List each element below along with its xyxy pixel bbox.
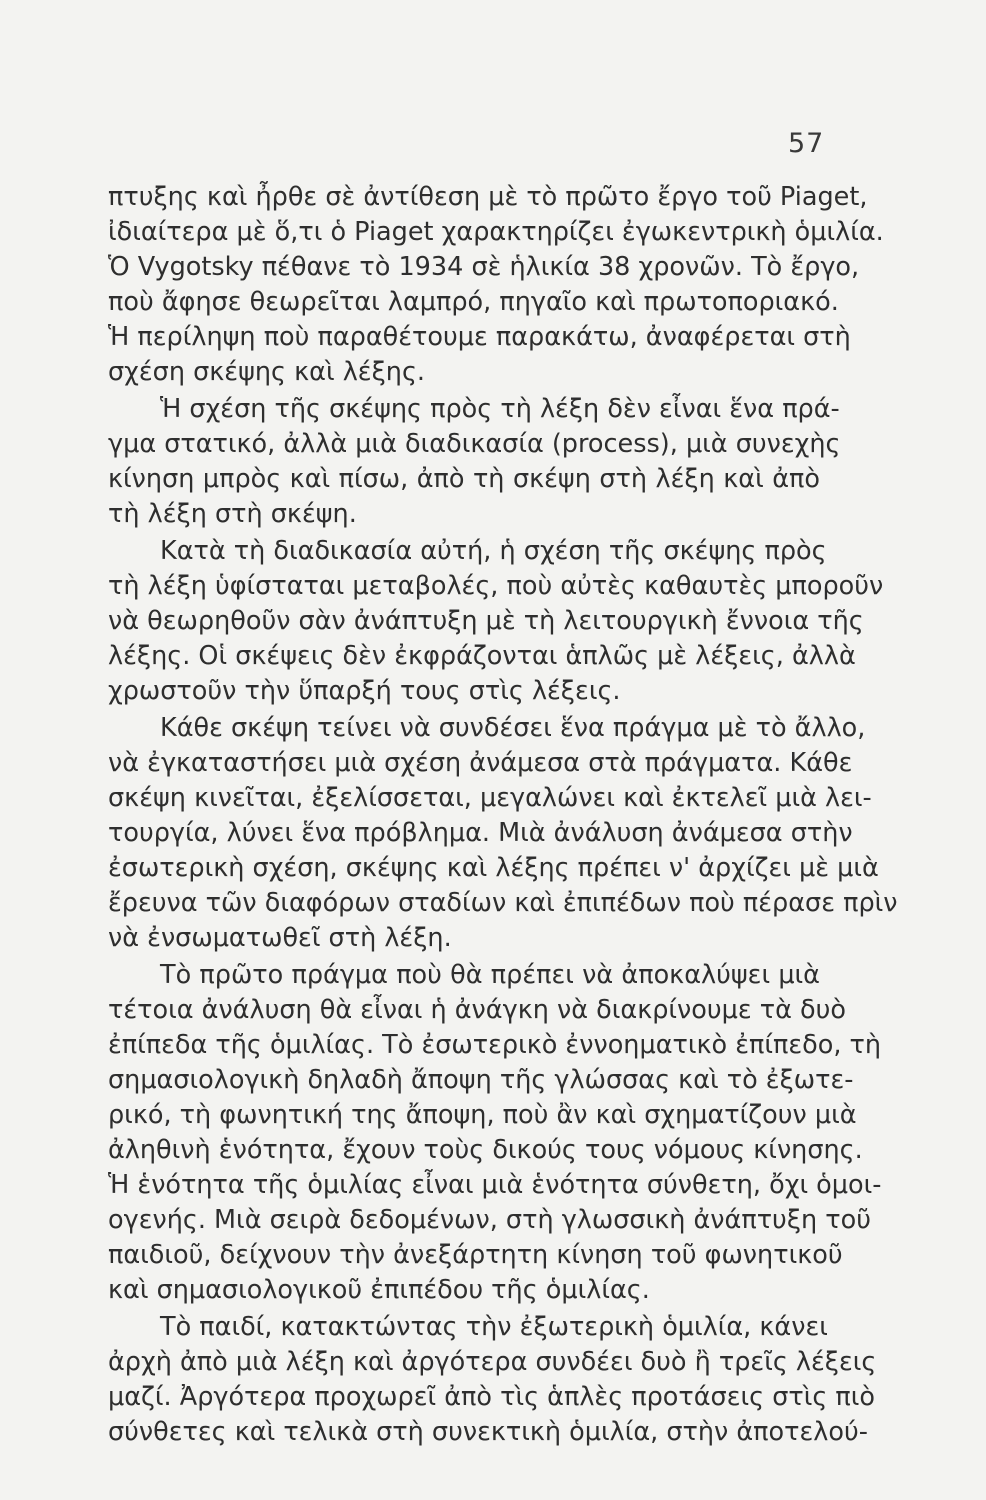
text-line: γμα στατικό, ἀλλὰ μιὰ διαδικασία (process), μιὰ συνεχὴς [108, 429, 841, 459]
paragraph-first-line: Τὸ παιδί, κατακτώντας τὴν ἐξωτερικὴ ὁμιλία, κάνει [160, 1312, 828, 1342]
text-line: σχέση σκέψης καὶ λέξης. [108, 357, 426, 387]
text-line: παιδιοῦ, δείχνουν τὴν ἀνεξάρτητη κίνηση τοῦ φωνητικοῦ [108, 1240, 843, 1270]
text-line: καὶ σημασιολογικοῦ ἐπιπέδου τῆς ὁμιλίας. [108, 1275, 650, 1305]
text-line: ἐσωτερικὴ σχέση, σκέψης καὶ λέξης πρέπει ν' ἀρχίζει μὲ μιὰ [108, 853, 879, 883]
text-line: τὴ λέξη ὑφίσταται μεταβολές, ποὺ αὐτὲς καθαυτὲς μποροῦν [108, 571, 884, 601]
paragraph-first-line: Κατὰ τὴ διαδικασία αὐτή, ἡ σχέση τῆς σκέψης πρὸς [160, 536, 827, 566]
text-line: ἔρευνα τῶν διαφόρων σταδίων καὶ ἐπιπέδων ποὺ πέρασε πρὶν [108, 888, 898, 918]
text-line: πτυξης καὶ ἦρθε σὲ ἀντίθεση μὲ τὸ πρῶτο ἔργο τοῦ Piaget, [108, 182, 868, 212]
text-line: νὰ ἐνσωματωθεῖ στὴ λέξη. [108, 923, 452, 953]
text-line: τὴ λέξη στὴ σκέψη. [108, 499, 357, 529]
text-line: ἐπίπεδα τῆς ὁμιλίας. Τὸ ἐσωτερικὸ ἐννοηματικὸ ἐπίπεδο, τὴ [108, 1030, 882, 1060]
text-line: ἀληθινὴ ἑνότητα, ἔχουν τοὺς δικούς τους νόμους κίνησης. [108, 1135, 863, 1165]
text-line: ογενής. Μιὰ σειρὰ δεδομένων, στὴ γλωσσικὴ ἀνάπτυξη τοῦ [108, 1205, 872, 1235]
text-line: λέξης. Οἱ σκέψεις δὲν ἐκφράζονται ἁπλῶς μὲ λέξεις, ἀλλὰ [108, 641, 856, 671]
paragraph-first-line: Τὸ πρῶτο πράγμα ποὺ θὰ πρέπει νὰ ἀποκαλύψει μιὰ [160, 960, 820, 990]
text-line: τέτοια ἀνάλυση θὰ εἶναι ἡ ἀνάγκη νὰ διακρίνουμε τὰ δυὸ [108, 995, 846, 1025]
text-line: σημασιολογικὴ δηλαδὴ ἄποψη τῆς γλώσσας καὶ τὸ ἐξωτε- [108, 1065, 854, 1095]
paragraph-first-line: Ἡ σχέση τῆς σκέψης πρὸς τὴ λέξη δὲν εἶναι ἕνα πρά- [160, 394, 840, 424]
text-line: ρικό, τὴ φωνητική της ἄποψη, ποὺ ἂν καὶ σχηματίζουν μιὰ [108, 1100, 857, 1130]
text-line: μαζί. Ἀργότερα προχωρεῖ ἀπὸ τὶς ἁπλὲς προτάσεις στὶς πιὸ [108, 1382, 876, 1412]
text-line: ποὺ ἄφησε θεωρεῖται λαμπρό, πηγαῖο καὶ πρωτοποριακό. [108, 287, 839, 317]
text-line: νὰ ἐγκαταστήσει μιὰ σχέση ἀνάμεσα στὰ πράγματα. Κάθε [108, 748, 853, 778]
page-number: 57 [788, 128, 825, 159]
text-line: χρωστοῦν τὴν ὕπαρξή τους στὶς λέξεις. [108, 676, 621, 706]
text-line: νὰ θεωρηθοῦν σὰν ἀνάπτυξη μὲ τὴ λειτουργικὴ ἔννοια τῆς [108, 606, 864, 636]
text-line: Ὁ Vygotsky πέθανε τὸ 1934 σὲ ἡλικία 38 χρονῶν. Τὸ ἔργο, [108, 252, 860, 282]
text-line: τουργία, λύνει ἕνα πρόβλημα. Μιὰ ἀνάλυση ἀνάμεσα στὴν [108, 818, 853, 848]
text-line: σύνθετες καὶ τελικὰ στὴ συνεκτικὴ ὁμιλία, στὴν ἀποτελού- [108, 1417, 868, 1447]
text-line: σκέψη κινεῖται, ἐξελίσσεται, μεγαλώνει καὶ ἐκτελεῖ μιὰ λει- [108, 783, 872, 813]
text-line: κίνηση μπρὸς καὶ πίσω, ἀπὸ τὴ σκέψη στὴ λέξη καὶ ἀπὸ [108, 464, 820, 494]
text-line: ἰδιαίτερα μὲ ὅ,τι ὁ Piaget χαρακτηρίζει ἐγωκεντρικὴ ὁμιλία. [108, 217, 884, 247]
text-line: Ἡ περίληψη ποὺ παραθέτουμε παρακάτω, ἀναφέρεται στὴ [108, 322, 851, 352]
text-line: ἀρχὴ ἀπὸ μιὰ λέξη καὶ ἀργότερα συνδέει δυὸ ἢ τρεῖς λέξεις [108, 1347, 877, 1377]
text-line: Ἡ ἑνότητα τῆς ὁμιλίας εἶναι μιὰ ἑνότητα σύνθετη, ὄχι ὁμοι- [108, 1170, 882, 1200]
paragraph-first-line: Κάθε σκέψη τείνει νὰ συνδέσει ἕνα πράγμα μὲ τὸ ἄλλο, [160, 713, 866, 743]
